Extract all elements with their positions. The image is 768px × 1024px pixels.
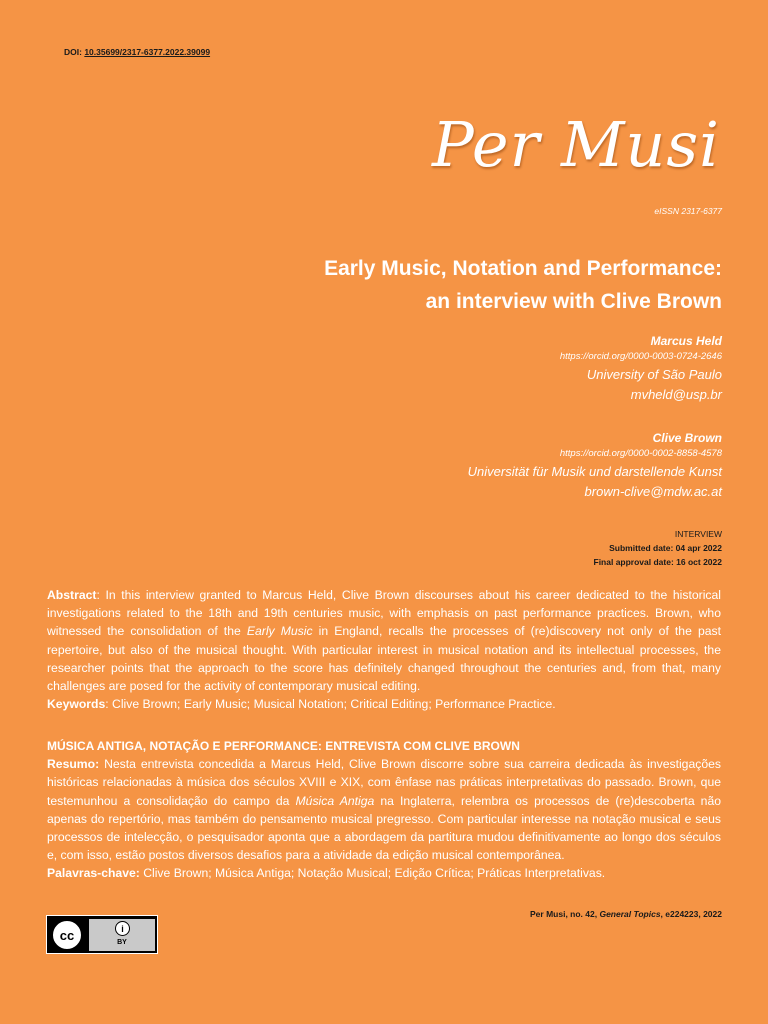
keywords-text: : Clive Brown; Early Music; Musical Notation; Critical Editing; Performance Practice.: [105, 697, 556, 712]
author-institution: Universität für Musik und darstellende Kunst: [467, 464, 722, 479]
citation: [530, 909, 722, 919]
author-orcid-link[interactable]: https://orcid.org/0000-0003-0724-2646: [559, 351, 722, 362]
article-type: INTERVIEW: [674, 529, 722, 539]
author-orcid-link[interactable]: https://orcid.org/0000-0002-8858-4578: [559, 448, 722, 459]
palavras-chave-text: Clive Brown; Música Antiga; Notação Musical; Edição Crítica; Práticas Interpretativas.: [139, 866, 606, 881]
author-institution: University of São Paulo: [586, 367, 722, 382]
author-2: [222, 430, 722, 502]
author-name: Marcus Held: [650, 334, 722, 348]
citation-italic: General Topics: [599, 909, 661, 919]
creative-commons-by-icon[interactable]: [46, 915, 158, 954]
title-line-2: an interview with Clive Brown: [425, 290, 722, 313]
abstract-text-1: : In this interview granted to Marcus Held, Clive Brown discourses about his career dedicated to the historical investigations related to the 18th and 19th centuries music, with emphasis on past performance practices. Brown, who witnessed the consolidation of the: [47, 588, 721, 639]
eissn: eISSN 2317-6377: [654, 206, 722, 216]
citation-start: Per Musi, no. 42,: [530, 909, 600, 919]
by-label: BY: [117, 939, 127, 946]
abstract-text-2: in England, recalls the processes of (re)discovery not only of the past repertoire, but also of the musical thought. With particular interest in musical notation and its intellectual processes, the researcher points that the approach to the score has definitely changed throughout the centuries and, from that, many challenges are posed for the activity of contemporary musical editing.: [47, 624, 721, 694]
resumo-text-1: Nesta entrevista concedida a Marcus Held, Clive Brown discorre sobre sua carreira dedicada às investigações históricas relacionadas à música dos séculos XVIII e XIX, com ênfase nas práticas interpretativas do passado. Brown, que testemunhou a consolidação do campo da: [47, 757, 721, 808]
resumo-text-2: na Inglaterra, relembra os processos de (re)descoberta não apenas do repertório, mas também do pensamento musical pregresso. Com particular interesse na notação musical e seus processos de intelecção, o pesquisador aponta que a abordagem da partitura mudou definitivamente ao longo dos séculos e, com isso, estão postos diversos desafios para a atividade da edição musical contemporânea.: [47, 793, 721, 863]
abstract-italic: Early Music: [246, 624, 313, 639]
author-email-link[interactable]: brown-clive@mdw.ac.at: [584, 484, 722, 499]
doi-label: DOI:: [64, 47, 82, 57]
resumo-label: Resumo:: [47, 757, 100, 772]
doi-link[interactable]: 10.35699/2317-6377.2022.39099: [84, 47, 211, 57]
author-1: [222, 333, 722, 405]
submitted-date: Submitted date: 04 apr 2022: [609, 543, 722, 553]
abstract-label: Abstract: [47, 588, 97, 602]
resumo: [47, 737, 721, 883]
palavras-chave-label: Palavras-chave:: [47, 866, 140, 881]
by-area: [89, 919, 155, 951]
doi: [64, 47, 210, 57]
resumo-italic: Música Antiga: [295, 793, 375, 808]
citation-end: , e224223, 2022: [660, 909, 722, 919]
abstract: [47, 586, 721, 713]
journal-logo: Per Musi: [431, 108, 720, 181]
portuguese-title: MÚSICA ANTIGA, NOTAÇÃO E PERFORMANCE: ENTREVISTA COM CLIVE BROWN: [47, 739, 520, 753]
title-line-1: Early Music, Notation and Performance:: [324, 257, 722, 280]
author-name: Clive Brown: [652, 431, 722, 445]
article-meta: [422, 527, 722, 569]
keywords-label: Keywords: [47, 697, 106, 712]
cc-icon: cc: [51, 919, 83, 951]
author-email-link[interactable]: mvheld@usp.br: [630, 387, 722, 402]
attribution-person-icon: i: [115, 921, 130, 936]
approval-date: Final approval date: 16 oct 2022: [593, 557, 722, 567]
article-title: [122, 252, 722, 318]
